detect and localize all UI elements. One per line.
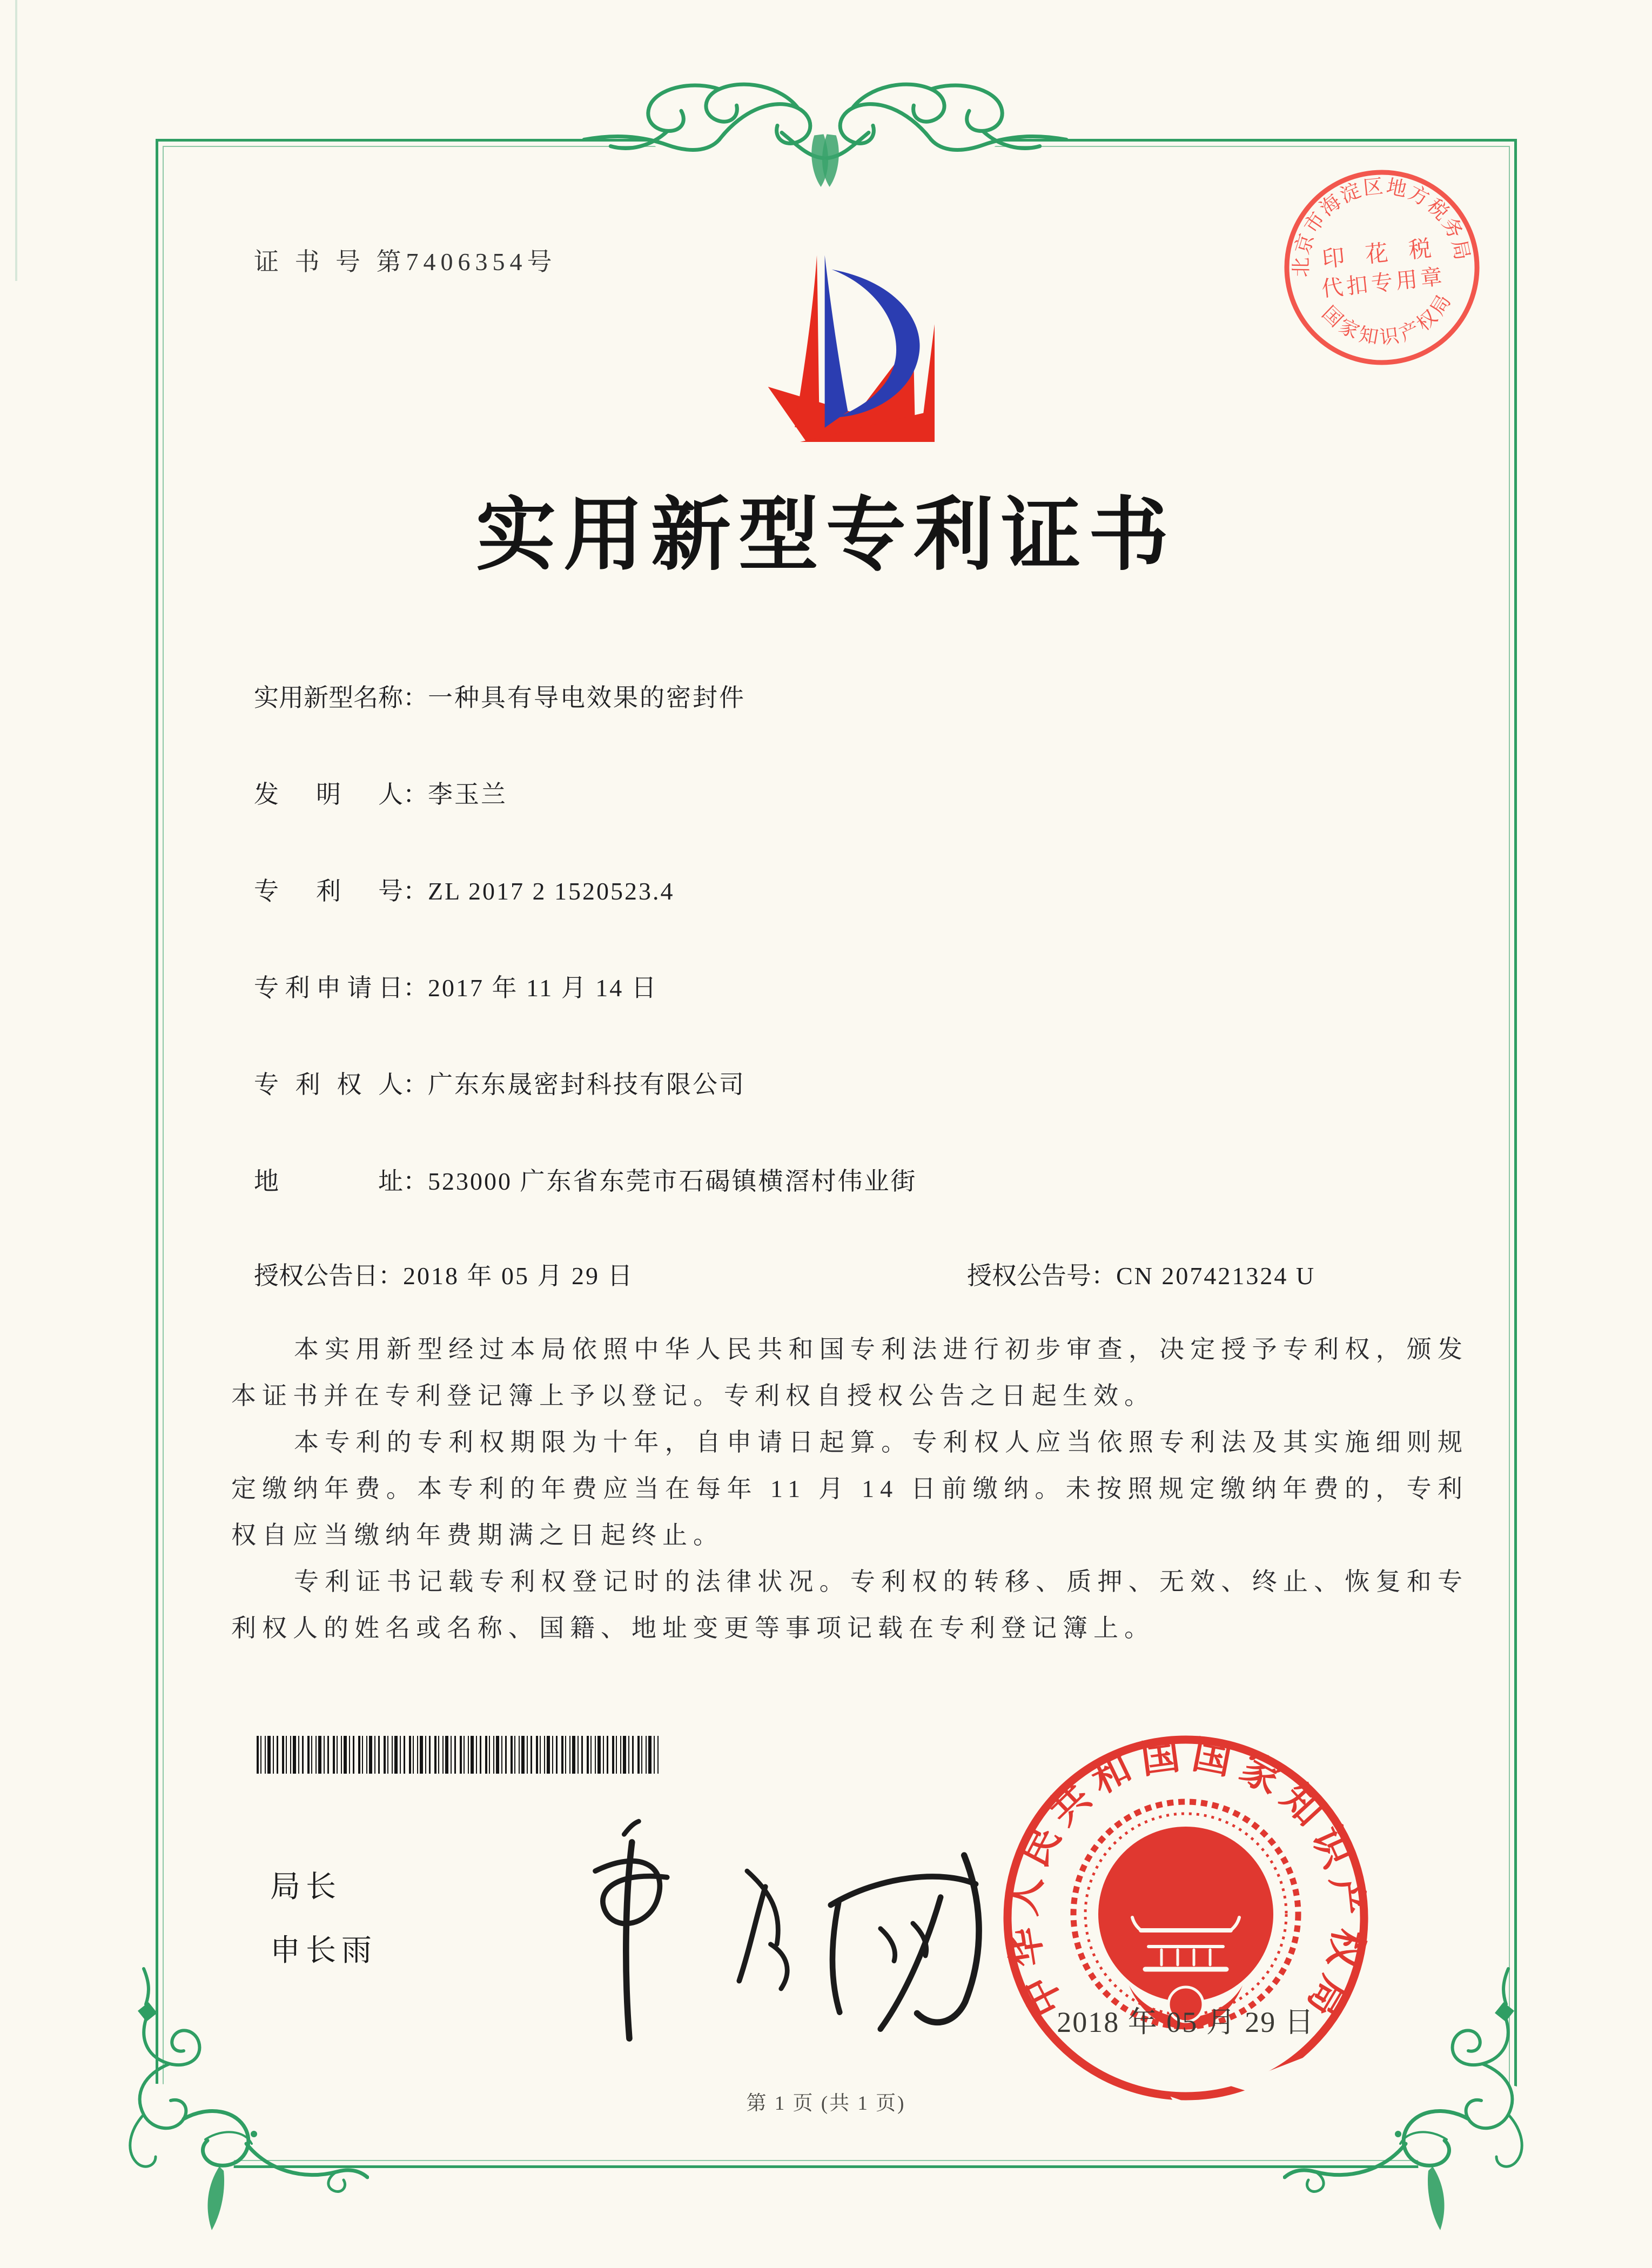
commissioner-signature xyxy=(546,1788,1043,2058)
field-value: 2017 年 11 月 14 日 xyxy=(428,974,658,1002)
tax-stamp-bottom-arc-text: 国家知识产权局 xyxy=(1318,288,1457,349)
grant-date-field xyxy=(254,1260,634,1292)
field-value: ZL 2017 2 1520523.4 xyxy=(428,877,675,905)
tax-stamp-line2: 代扣专用章 xyxy=(1320,264,1447,301)
field-value: 李玉兰 xyxy=(428,781,507,808)
certificate-title: 实用新型专利证书 xyxy=(476,492,1176,580)
field-colon: ： xyxy=(403,684,428,712)
field-value: 一种具有导电效果的密封件 xyxy=(428,684,746,712)
cnipa-official-seal xyxy=(999,1732,1372,2104)
field-list xyxy=(254,682,1469,1262)
tax-stamp-top-arc-text: 北京市海淀区地方税务局 xyxy=(1290,175,1474,278)
field-value: 2018 年 05 月 29 日 xyxy=(403,1262,634,1290)
top-border-ornament xyxy=(581,69,1070,212)
scan-edge-artifact xyxy=(15,0,17,281)
field-colon: ： xyxy=(403,877,428,905)
field-colon: ： xyxy=(403,1071,428,1098)
field-colon: ： xyxy=(403,1167,428,1195)
field-value: 广东东晟密封科技有限公司 xyxy=(428,1071,746,1098)
field-patent-number xyxy=(254,875,1469,972)
bottom-left-corner-ornament xyxy=(64,1965,369,2268)
field-filing-date xyxy=(254,972,1469,1069)
commissioner-post-label: 局长 xyxy=(270,1870,341,1904)
seal-ring-text: 中华人民共和国国家知识产权局 xyxy=(1000,1733,1371,2032)
field-label: 授权公告日 xyxy=(254,1262,378,1290)
grant-number-field xyxy=(967,1260,1315,1292)
field-label: 授权公告号 xyxy=(967,1262,1091,1290)
field-colon: ： xyxy=(1091,1262,1116,1290)
field-colon: ： xyxy=(378,1262,403,1290)
field-address xyxy=(254,1165,1469,1262)
field-value: 523000 广东省东莞市石碣镇横滘村伟业街 xyxy=(428,1167,917,1195)
seal-date: 2018 年 05 月 29 日 xyxy=(1057,2006,1315,2038)
field-label: 专利号 xyxy=(254,877,403,905)
field-value: CN 207421324 U xyxy=(1116,1262,1316,1290)
field-inventor xyxy=(254,779,1469,875)
legal-paragraph-2: 本专利的专利权期限为十年，自申请日起算。专利权人应当依照专利法及其实施细则规定缴纳年费。本专利的年费应当在每年 11 月 14 日前缴纳。未按照规定缴纳年费的，专利权自应当缴纳年费期满之日起终止。 xyxy=(231,1428,1468,1549)
certificate-number: 证 书 号 第7406354号 xyxy=(254,248,557,276)
field-label: 发明人 xyxy=(254,781,403,808)
cnipa-patent-logo-icon xyxy=(721,242,935,442)
field-label: 专利权人 xyxy=(254,1071,403,1098)
field-label: 地址 xyxy=(254,1167,403,1195)
field-patentee xyxy=(254,1069,1469,1165)
barcode xyxy=(257,1736,659,1774)
tax-office-stamp xyxy=(1269,155,1495,380)
commissioner-name-label: 申长雨 xyxy=(270,1934,377,1968)
tax-stamp-line1: 印 花 税 xyxy=(1321,235,1440,273)
field-utility-model-name xyxy=(254,682,1469,779)
page-footer: 第 1 页 (共 1 页) xyxy=(746,2092,906,2115)
field-label: 实用新型名称 xyxy=(254,684,403,712)
legal-text-block xyxy=(231,1326,1468,1652)
field-colon: ： xyxy=(403,974,428,1002)
field-label: 专利申请日 xyxy=(254,974,403,1002)
legal-paragraph-3: 专利证书记载专利权登记时的法律状况。专利权的转移、质押、无效、终止、恢复和专利权人的姓名或名称、国籍、地址变更等事项记载在专利登记簿上。 xyxy=(231,1568,1468,1642)
legal-paragraph-1: 本实用新型经过本局依照中华人民共和国专利法进行初步审查，决定授予专利权，颁发本证书并在专利登记簿上予以登记。专利权自授权公告之日起生效。 xyxy=(231,1336,1468,1410)
field-colon: ： xyxy=(403,781,428,808)
